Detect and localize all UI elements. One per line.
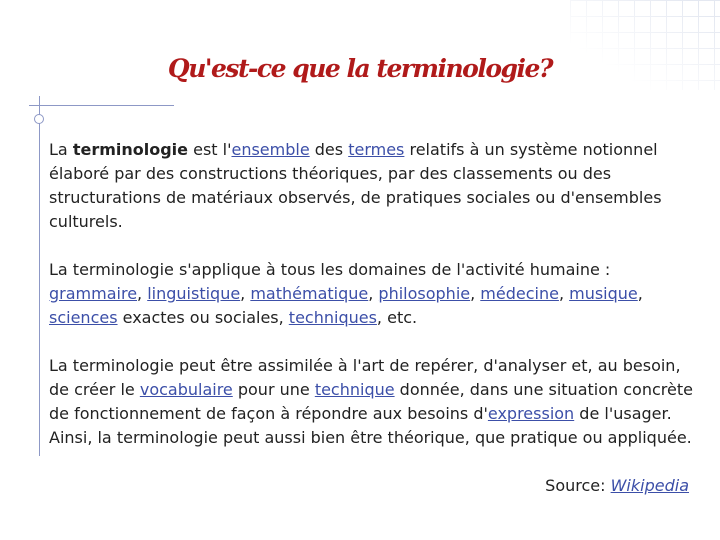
circle-decoration xyxy=(34,114,44,124)
link-ensemble[interactable]: ensemble xyxy=(231,140,310,159)
link-linguistique[interactable]: linguistique xyxy=(147,284,241,303)
link-termes[interactable]: termes xyxy=(348,140,405,159)
link-sciences[interactable]: sciences xyxy=(49,308,118,327)
horizontal-decor-line xyxy=(29,105,174,106)
link-expression[interactable]: expression xyxy=(487,404,575,423)
link-wikipedia[interactable]: Wikipedia xyxy=(610,476,689,495)
term-terminologie: terminologie xyxy=(72,140,189,159)
vertical-decor-line xyxy=(39,96,40,456)
link-philosophie[interactable]: philosophie xyxy=(378,284,471,303)
paragraph-definition: La terminologie est l'ensemble des termes relatifs à un système notionnel élaboré par des constructions théoriques, par des classements ou des structurations de matériaux observés, de pratiques sociales ou d'ensembles culturels. xyxy=(49,140,662,231)
slide-title: Qu'est-ce que la terminologie? xyxy=(167,54,553,83)
slide-content xyxy=(49,138,699,498)
link-musique[interactable]: musique xyxy=(569,284,638,303)
paragraph-domains: La terminologie s'applique à tous les domaines de l'activité humaine : grammaire, linguistique, mathématique, philosophie, médecine, musique, sciences exactes ou sociales, techniques, etc. xyxy=(49,260,643,327)
link-grammaire[interactable]: grammaire xyxy=(49,284,138,303)
source-label: Source: xyxy=(545,476,611,495)
link-medecine[interactable]: médecine xyxy=(480,284,559,303)
link-technique[interactable]: technique xyxy=(314,380,395,399)
link-techniques[interactable]: techniques xyxy=(288,308,377,327)
paragraph-art: La terminologie peut être assimilée à l'art de repérer, d'analyser et, au besoin, de créer le vocabulaire pour une technique donnée, dans une situation concrète de fonctionnement de façon à répondre aux besoins d'expression de l'usager. Ainsi, la terminologie peut aussi bien être théorique, que pratique ou appliquée. xyxy=(49,356,693,447)
link-mathematique[interactable]: mathématique xyxy=(250,284,369,303)
source-line xyxy=(49,474,689,498)
link-vocabulaire[interactable]: vocabulaire xyxy=(139,380,233,399)
